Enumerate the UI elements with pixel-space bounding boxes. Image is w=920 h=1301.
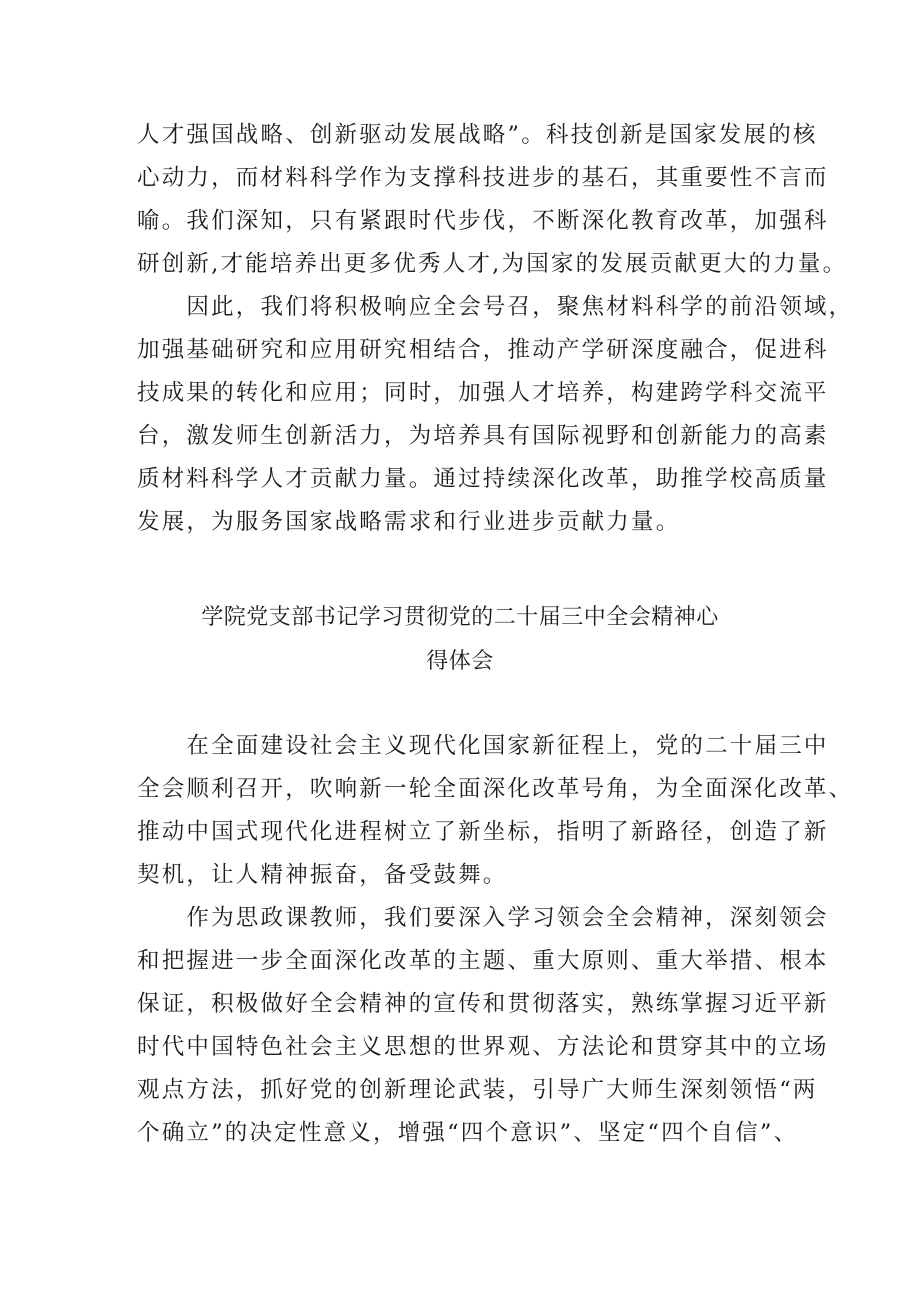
text-line: 推动中国式现代化进程树立了新坐标，指明了新路径，创造了新 [137,819,829,845]
paragraph-teacher [137,897,829,1155]
text-line: 因此，我们将积极响应全会号召，聚焦材料科学的前沿领域， [137,294,854,320]
text-line: 观点方法，抓好党的创新理论武装，引导广大师生深刻领悟“两 [137,1077,818,1103]
paragraph-continued [137,114,848,286]
text-line: 全会顺利召开，吹响新一轮全面深化改革号角，为全面深化改革、 [137,776,854,802]
text-line: 时代中国特色社会主义思想的世界观、方法论和贯穿其中的立场 [137,1034,829,1060]
text-line: 人才强国战略、创新驱动发展战略”。科技创新是国家发展的核 [137,122,818,148]
text-line: 质材料科学人才贡献力量。通过持续深化改革，助推学校高质量 [137,466,829,492]
title-line: 学院党支部书记学习贯彻党的二十届三中全会精神心 [201,605,719,630]
text-line: 发展，为服务国家战略需求和行业进步贡献力量。 [137,509,681,535]
text-line: 喻。我们深知，只有紧跟时代步伐，不断深化教育改革，加强科 [137,208,829,234]
section-title [0,596,920,684]
title-line: 得体会 [426,649,494,674]
text-line: 台，激发师生创新活力，为培养具有国际视野和创新能力的高素 [137,423,829,449]
text-line: 研创新,才能培养出更多优秀人才,为国家的发展贡献更大的力量。 [137,251,848,277]
text-line: 心动力，而材料科学作为支撑科技进步的基石，其重要性不言而 [137,165,829,191]
text-line: 作为思政课教师，我们要深入学习领会全会精神，深刻领会 [137,905,829,931]
text-line: 契机，让人精神振奋，备受鼓舞。 [137,862,508,888]
text-line: 保证，积极做好全会精神的宣传和贯彻落实，熟练掌握习近平新 [137,991,829,1017]
text-line: 技成果的转化和应用；同时，加强人才培养，构建跨学科交流平 [137,380,829,406]
paragraph-intro [137,725,854,897]
text-line: 和把握进一步全面深化改革的主题、重大原则、重大举措、根本 [137,948,829,974]
text-line: 个确立”的决定性意义，增强“四个意识”、坚定“四个自信”、 [137,1120,799,1146]
text-line: 加强基础研究和应用研究相结合，推动产学研深度融合，促进科 [137,337,829,363]
text-line: 在全面建设社会主义现代化国家新征程上，党的二十届三中 [137,733,829,759]
paragraph-therefore [137,286,854,544]
